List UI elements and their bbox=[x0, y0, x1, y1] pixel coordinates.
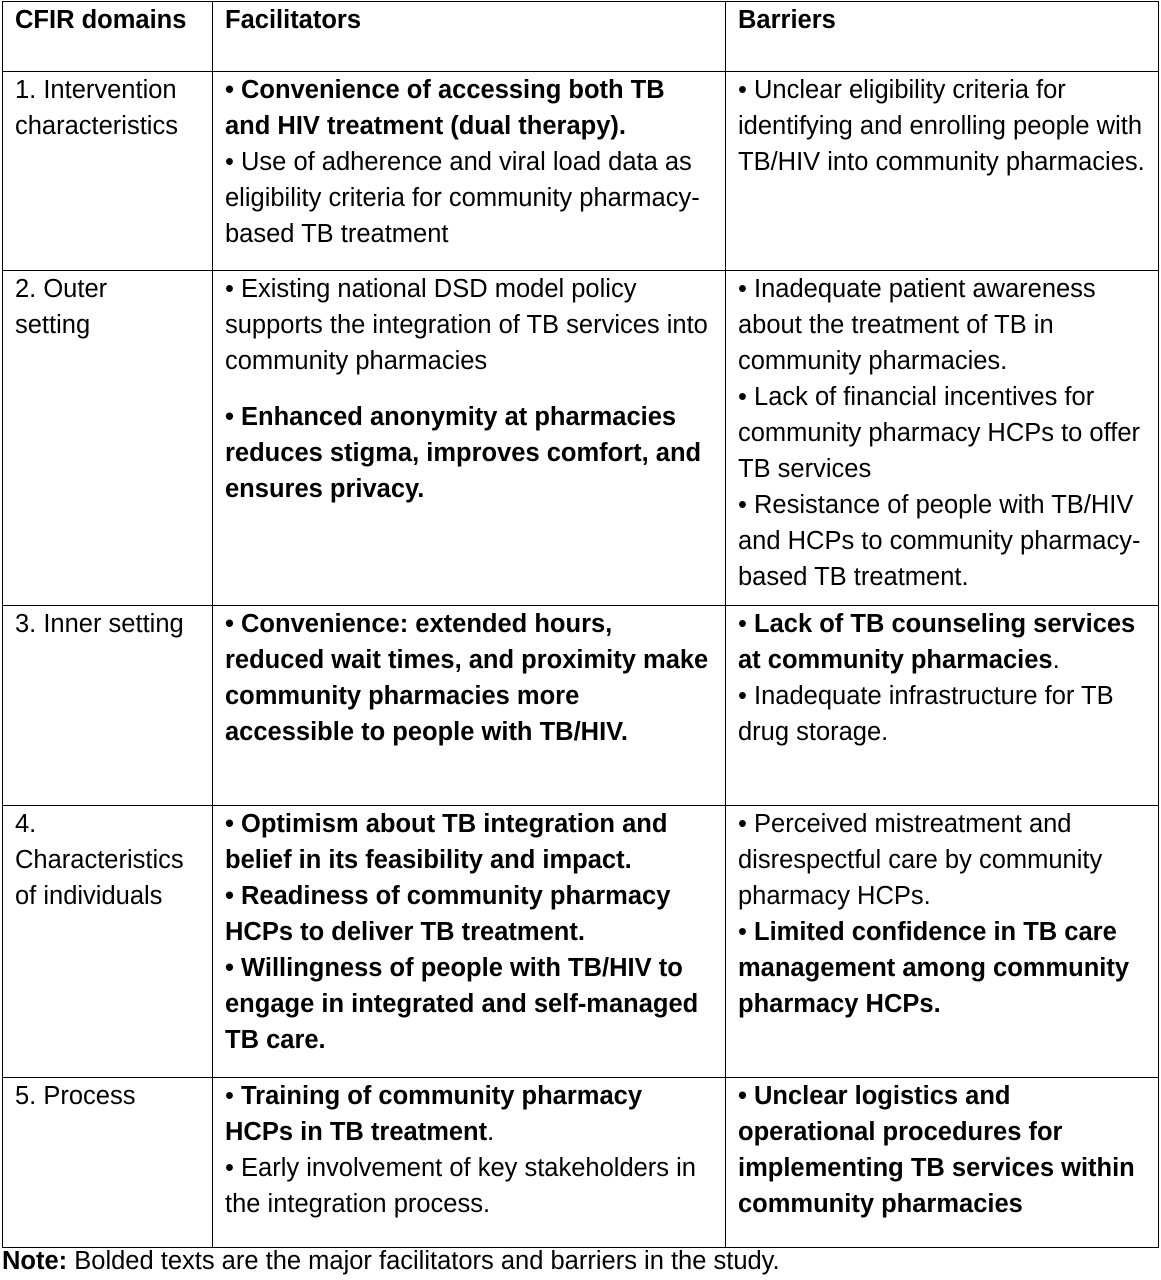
bold-text: Limited confidence in TB care management among community pharmacy HCPs. bbox=[738, 918, 1130, 1018]
facilitator-item bbox=[225, 144, 715, 252]
barrier-item bbox=[738, 606, 1148, 678]
domain-cell bbox=[3, 1078, 213, 1248]
facilitators-cell bbox=[213, 271, 726, 606]
facilitator-item bbox=[225, 1150, 715, 1222]
domain-line: 2. Outer bbox=[15, 275, 108, 303]
facilitators-cell bbox=[213, 1078, 726, 1248]
item-text: • Perceived mistreatment and disrespectful care by community pharmacy HCPs. bbox=[738, 810, 1103, 910]
bold-text: • Willingness of people with TB/HIV to engage in integrated and self-managed TB care. bbox=[225, 954, 699, 1054]
item-text: . bbox=[1052, 646, 1060, 674]
domain-line: 4. bbox=[15, 810, 37, 838]
table-row bbox=[3, 72, 1159, 271]
table-row bbox=[3, 806, 1159, 1078]
domain-line: characteristics bbox=[15, 112, 178, 140]
bold-text: • Convenience: extended hours, reduced wait times, and proximity make community pharmacies more accessible to people with TB/HIV. bbox=[225, 610, 709, 746]
barriers-cell bbox=[726, 806, 1159, 1078]
facilitators-cell bbox=[213, 72, 726, 271]
facilitator-item bbox=[225, 271, 715, 379]
item-text: • Early involvement of key stakeholders in the integration process. bbox=[225, 1154, 696, 1218]
domain-cell bbox=[3, 271, 213, 606]
item-text: • bbox=[738, 610, 755, 638]
barriers-cell bbox=[726, 1078, 1159, 1248]
item-text: • Inadequate infrastructure for TB drug storage. bbox=[738, 682, 1114, 746]
domain-line: Characteristics bbox=[15, 846, 184, 874]
table-note bbox=[2, 1244, 780, 1278]
bold-text: Lack of TB counseling services at community pharmacies bbox=[738, 610, 1136, 674]
domain-line: 1. Intervention bbox=[15, 76, 177, 104]
domain-cell bbox=[3, 606, 213, 806]
bold-text: • Unclear logistics and operational procedures for implementing TB services within community pharmacies bbox=[738, 1082, 1135, 1218]
item-text: • Existing national DSD model policy supports the integration of TB services into community pharmacies bbox=[225, 275, 708, 375]
facilitator-item bbox=[225, 878, 715, 950]
item-text: • Resistance of people with TB/HIV and HCPs to community pharmacy-based TB treatment. bbox=[738, 491, 1141, 591]
barriers-cell bbox=[726, 72, 1159, 271]
bold-text: • Convenience of accessing both TB and HIV treatment (dual therapy). bbox=[225, 76, 665, 140]
facilitators-cell bbox=[213, 806, 726, 1078]
bold-text: • Enhanced anonymity at pharmacies reduces stigma, improves comfort, and ensures privacy. bbox=[225, 403, 702, 503]
bold-text: • Readiness of community pharmacy HCPs to deliver TB treatment. bbox=[225, 882, 671, 946]
barrier-item bbox=[738, 271, 1148, 379]
facilitator-item bbox=[225, 1078, 715, 1150]
domain-line: 3. Inner setting bbox=[15, 610, 184, 638]
barrier-item bbox=[738, 914, 1148, 1022]
item-text: • Inadequate patient awareness about the treatment of TB in community pharmacies. bbox=[738, 275, 1096, 375]
item-text: • Use of adherence and viral load data as eligibility criteria for community pharmacy-based TB treatment bbox=[225, 148, 700, 248]
item-text: . bbox=[487, 1118, 495, 1146]
header-facilitators: Facilitators bbox=[213, 2, 726, 72]
facilitator-item bbox=[225, 72, 715, 144]
barrier-item bbox=[738, 379, 1148, 487]
barrier-item bbox=[738, 487, 1148, 595]
item-text: • Lack of financial incentives for community pharmacy HCPs to offer TB services bbox=[738, 383, 1140, 483]
item-text: • bbox=[225, 1082, 242, 1110]
item-text: • bbox=[738, 918, 755, 946]
barrier-item bbox=[738, 1078, 1148, 1222]
barrier-item bbox=[738, 678, 1148, 750]
domain-line: setting bbox=[15, 311, 91, 339]
header-barriers: Barriers bbox=[726, 2, 1159, 72]
table-body bbox=[3, 72, 1159, 1248]
header-cfir-domains: CFIR domains bbox=[3, 2, 213, 72]
note-label: Note: bbox=[2, 1247, 68, 1275]
domain-cell bbox=[3, 806, 213, 1078]
barrier-item bbox=[738, 806, 1148, 914]
bold-text: • Optimism about TB integration and belief in its feasibility and impact. bbox=[225, 810, 668, 874]
item-text: • Unclear eligibility criteria for identifying and enrolling people with TB/HIV into community pharmacies. bbox=[738, 76, 1145, 176]
bold-text: Training of community pharmacy HCPs in TB treatment bbox=[225, 1082, 643, 1146]
table-row bbox=[3, 1078, 1159, 1248]
table-row bbox=[3, 606, 1159, 806]
barriers-cell bbox=[726, 271, 1159, 606]
barriers-cell bbox=[726, 606, 1159, 806]
domain-line: of individuals bbox=[15, 882, 163, 910]
table-row bbox=[3, 271, 1159, 606]
domain-cell bbox=[3, 72, 213, 271]
facilitator-item bbox=[225, 399, 715, 507]
note-text: Bolded texts are the major facilitators and barriers in the study. bbox=[67, 1247, 780, 1275]
domain-line: 5. Process bbox=[15, 1082, 136, 1110]
barrier-item bbox=[738, 72, 1148, 180]
facilitator-item bbox=[225, 806, 715, 878]
facilitator-item bbox=[225, 606, 715, 750]
facilitators-cell bbox=[213, 606, 726, 806]
cfir-table bbox=[2, 1, 1159, 1248]
table-header-row bbox=[3, 2, 1159, 72]
facilitator-item bbox=[225, 950, 715, 1058]
